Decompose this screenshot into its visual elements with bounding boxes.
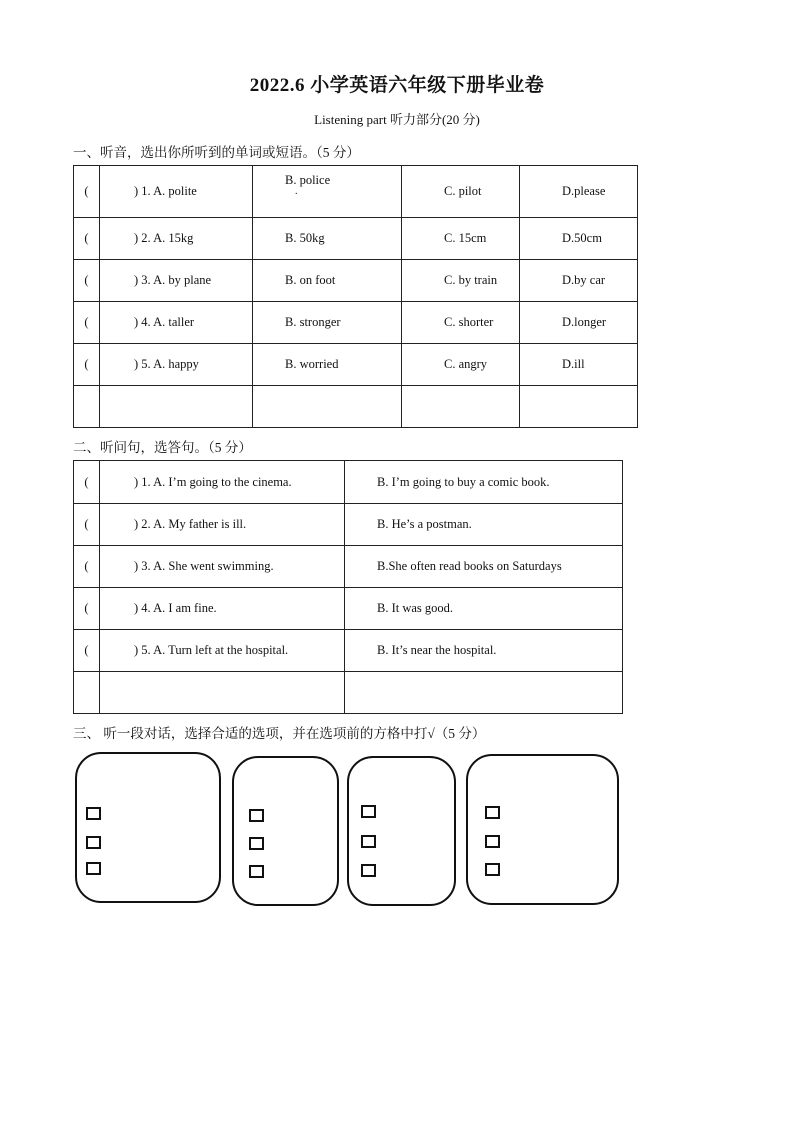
checkbox[interactable] [249, 865, 264, 878]
answer-b: B. I’m going to buy a comic book. [345, 461, 623, 504]
checkbox[interactable] [86, 862, 101, 875]
table-row [74, 344, 638, 386]
answer-blank[interactable]: ( [74, 344, 100, 386]
picture-frame [232, 756, 339, 906]
answer-blank[interactable]: ( [74, 504, 100, 546]
answer-a: ) 4. A. I am fine. [100, 588, 345, 630]
exam-title: 2022.6 小学英语六年级下册毕业卷 [249, 75, 545, 96]
answer-b: B. He’s a postman. [345, 504, 623, 546]
checkbox[interactable] [86, 836, 101, 849]
checkbox[interactable] [249, 809, 264, 822]
table-row [74, 588, 623, 630]
answer-blank[interactable]: ( [74, 302, 100, 344]
answer-a: ) 2. A. My father is ill. [100, 504, 345, 546]
answer-a: ) 5. A. Turn left at the hospital. [100, 630, 345, 672]
empty-cell [345, 672, 623, 714]
answer-a: ) 3. A. She went swimming. [100, 546, 345, 588]
option-b [253, 166, 402, 218]
option-c: C. by train [402, 260, 520, 302]
option-b: B. on foot [253, 260, 402, 302]
option-b: B. 50kg [253, 218, 402, 260]
checkbox[interactable] [485, 863, 500, 876]
checkbox[interactable] [249, 837, 264, 850]
checkbox[interactable] [485, 835, 500, 848]
table-row [74, 461, 623, 504]
picture-frame [347, 756, 456, 906]
exam-subtitle: Listening part 听力部分(20 分) [314, 112, 480, 127]
answer-blank[interactable]: ( [74, 546, 100, 588]
answer-blank[interactable]: ( [74, 630, 100, 672]
option-b-dot: . [295, 186, 298, 197]
table-row [74, 630, 623, 672]
table-row [74, 302, 638, 344]
answer-b: B. It was good. [345, 588, 623, 630]
option-d: D.50cm [520, 218, 638, 260]
empty-cell [74, 672, 100, 714]
section1-table [73, 165, 638, 428]
checkbox[interactable] [361, 805, 376, 818]
answer-blank[interactable]: ( [74, 166, 100, 218]
table-row [74, 260, 638, 302]
option-b-text: B. police [285, 173, 331, 187]
answer-blank[interactable]: ( [74, 218, 100, 260]
empty-row [74, 672, 623, 714]
table-row [74, 546, 623, 588]
option-a: ) 5. A. happy [100, 344, 253, 386]
picture-frame [466, 754, 619, 905]
empty-row [74, 386, 638, 428]
option-a: ) 2. A. 15kg [100, 218, 253, 260]
table-row [74, 218, 638, 260]
section2-heading: 二、听问句，选答句。（5 分） [73, 440, 252, 455]
section3-heading: 三、 听一段对话，选择合适的选项，并在选项前的方格中打√（5 分） [73, 726, 486, 741]
table-row [74, 166, 638, 218]
answer-blank[interactable]: ( [74, 260, 100, 302]
option-d: D.by car [520, 260, 638, 302]
checkbox[interactable] [86, 807, 101, 820]
checkbox[interactable] [485, 806, 500, 819]
section2-table [73, 460, 623, 714]
option-c: C. 15cm [402, 218, 520, 260]
empty-cell [520, 386, 638, 428]
section1-heading: 一、听音，选出你所听到的单词或短语。（5 分） [73, 145, 360, 160]
option-b: B. worried [253, 344, 402, 386]
answer-b: B. It’s near the hospital. [345, 630, 623, 672]
option-c: C. pilot [402, 166, 520, 218]
empty-cell [402, 386, 520, 428]
checkbox[interactable] [361, 835, 376, 848]
answer-blank[interactable]: ( [74, 588, 100, 630]
answer-blank[interactable]: ( [74, 461, 100, 504]
picture-frame [75, 752, 221, 903]
empty-cell [253, 386, 402, 428]
option-c: C. shorter [402, 302, 520, 344]
answer-a: ) 1. A. I’m going to the cinema. [100, 461, 345, 504]
option-d: D.longer [520, 302, 638, 344]
option-a: ) 4. A. taller [100, 302, 253, 344]
empty-cell [74, 386, 100, 428]
empty-cell [100, 386, 253, 428]
option-a: ) 1. A. polite [100, 166, 253, 218]
option-d: D.ill [520, 344, 638, 386]
option-b: B. stronger [253, 302, 402, 344]
table-row [74, 504, 623, 546]
option-c: C. angry [402, 344, 520, 386]
checkbox[interactable] [361, 864, 376, 877]
answer-b: B.She often read books on Saturdays [345, 546, 623, 588]
option-d: D.please [520, 166, 638, 218]
empty-cell [100, 672, 345, 714]
option-a: ) 3. A. by plane [100, 260, 253, 302]
